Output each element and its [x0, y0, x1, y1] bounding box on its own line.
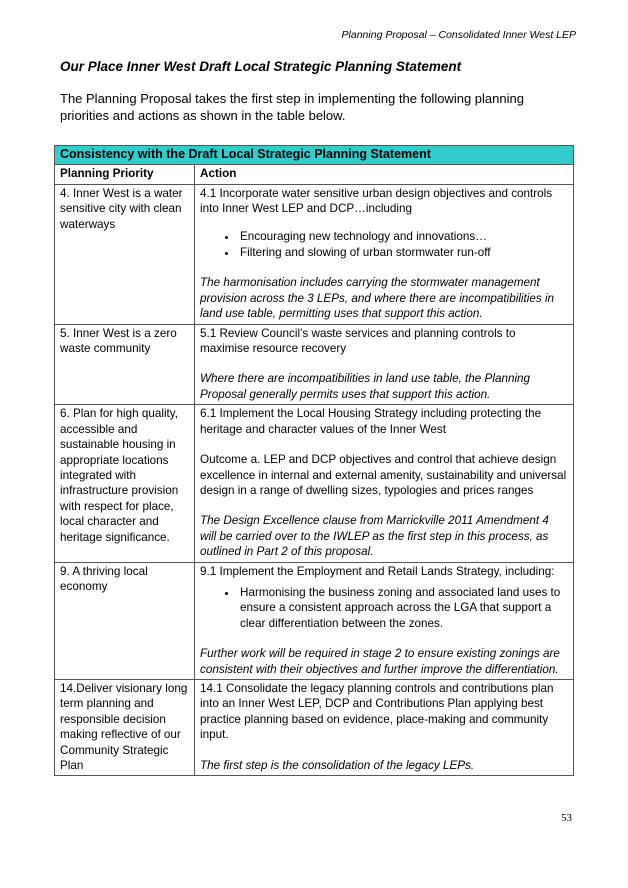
action-note: Where there are incompatibilities in land use table, the Planning Proposal generally permits uses that support this action.	[200, 372, 531, 401]
bullet-item: • Filtering and slowing of urban stormwater run-off	[238, 245, 568, 260]
action-text: 5.1 Review Council’s waste services and planning controls to maximise resource recovery	[200, 326, 516, 356]
running-header: Planning Proposal – Consolidated Inner West LEP	[341, 29, 576, 41]
priority-cell: 9. A thriving local economy	[55, 562, 195, 679]
action-note: The Design Excellence clause from Marrickville 2011 Amendment 4 will be carried over to the IWLEP as the first step in this process, as outlined in Part 2 of this proposal.	[200, 514, 549, 559]
table-row	[55, 184, 574, 324]
action-note: The harmonisation includes carrying the stormwater management provision across the 3 LEPs, and where there are incompatibilities in land use table, permitting uses that support this action.	[200, 276, 555, 321]
priority-cell: 6. Plan for high quality, accessible and sustainable housing in appropriate locations integrated with infrastructure provision with respect for place, local character and heritage significance.	[55, 405, 195, 562]
table-row	[55, 562, 574, 679]
priority-cell: 4. Inner West is a water sensitive city with clean waterways	[55, 184, 195, 324]
priority-cell: 5. Inner West is a zero waste community	[55, 324, 195, 405]
column-header-priority: Planning Priority	[55, 165, 195, 184]
action-cell	[195, 679, 574, 775]
bullet-item: • Harmonising the business zoning and associated land uses to ensure a consistent approach across the LGA that support a clear differentiation between the zones.	[238, 585, 568, 631]
action-outcome: Outcome a. LEP and DCP objectives and control that achieve design excellence in internal and external amenity, sustainability and universal design in a range of dwelling sizes, typologies and prices ranges	[200, 453, 567, 497]
page-number: 53	[561, 812, 572, 824]
table-row	[55, 324, 574, 405]
action-text: 14.1 Consolidate the legacy planning controls and contributions plan into an Inner West LEP, DCP and Contributions Plan applying best practice planning based on evidence, place-making and community input.	[200, 681, 554, 742]
action-text: 6.1 Implement the Local Housing Strategy including protecting the heritage and character values of the Inner West	[200, 407, 542, 436]
action-cell	[195, 184, 574, 324]
priority-cell: 14.Deliver visionary long term planning and responsible decision making reflective of our Community Strategic Plan	[55, 679, 195, 775]
table-row	[55, 405, 574, 562]
action-text: 4.1 Incorporate water sensitive urban design objectives and controls into Inner West LEP and DCP…including	[200, 186, 553, 216]
intro-paragraph: The Planning Proposal takes the first step in implementing the following planning priorities and actions as shown in the table below.	[60, 91, 524, 123]
bullet-list	[200, 585, 568, 631]
action-note: Further work will be required in stage 2 to ensure existing zonings are consistent with their objectives and further improve the differentiation.	[200, 647, 560, 676]
column-header-action: Action	[195, 165, 574, 184]
consistency-table	[54, 145, 574, 776]
action-cell	[195, 562, 574, 679]
action-note: The first step is the consolidation of the legacy LEPs.	[200, 758, 475, 772]
table-row	[55, 679, 574, 775]
section-heading: Our Place Inner West Draft Local Strategic Planning Statement	[60, 59, 462, 74]
bullet-list	[200, 229, 568, 261]
action-cell	[195, 405, 574, 562]
action-cell	[195, 324, 574, 405]
action-text: 9.1 Implement the Employment and Retail Lands Strategy, including:	[200, 564, 555, 578]
bullet-item: • Encouraging new technology and innovations…	[238, 229, 568, 244]
table-title-row	[55, 146, 574, 165]
table-title: Consistency with the Draft Local Strategic Planning Statement	[55, 146, 574, 165]
table-header-row	[55, 165, 574, 184]
